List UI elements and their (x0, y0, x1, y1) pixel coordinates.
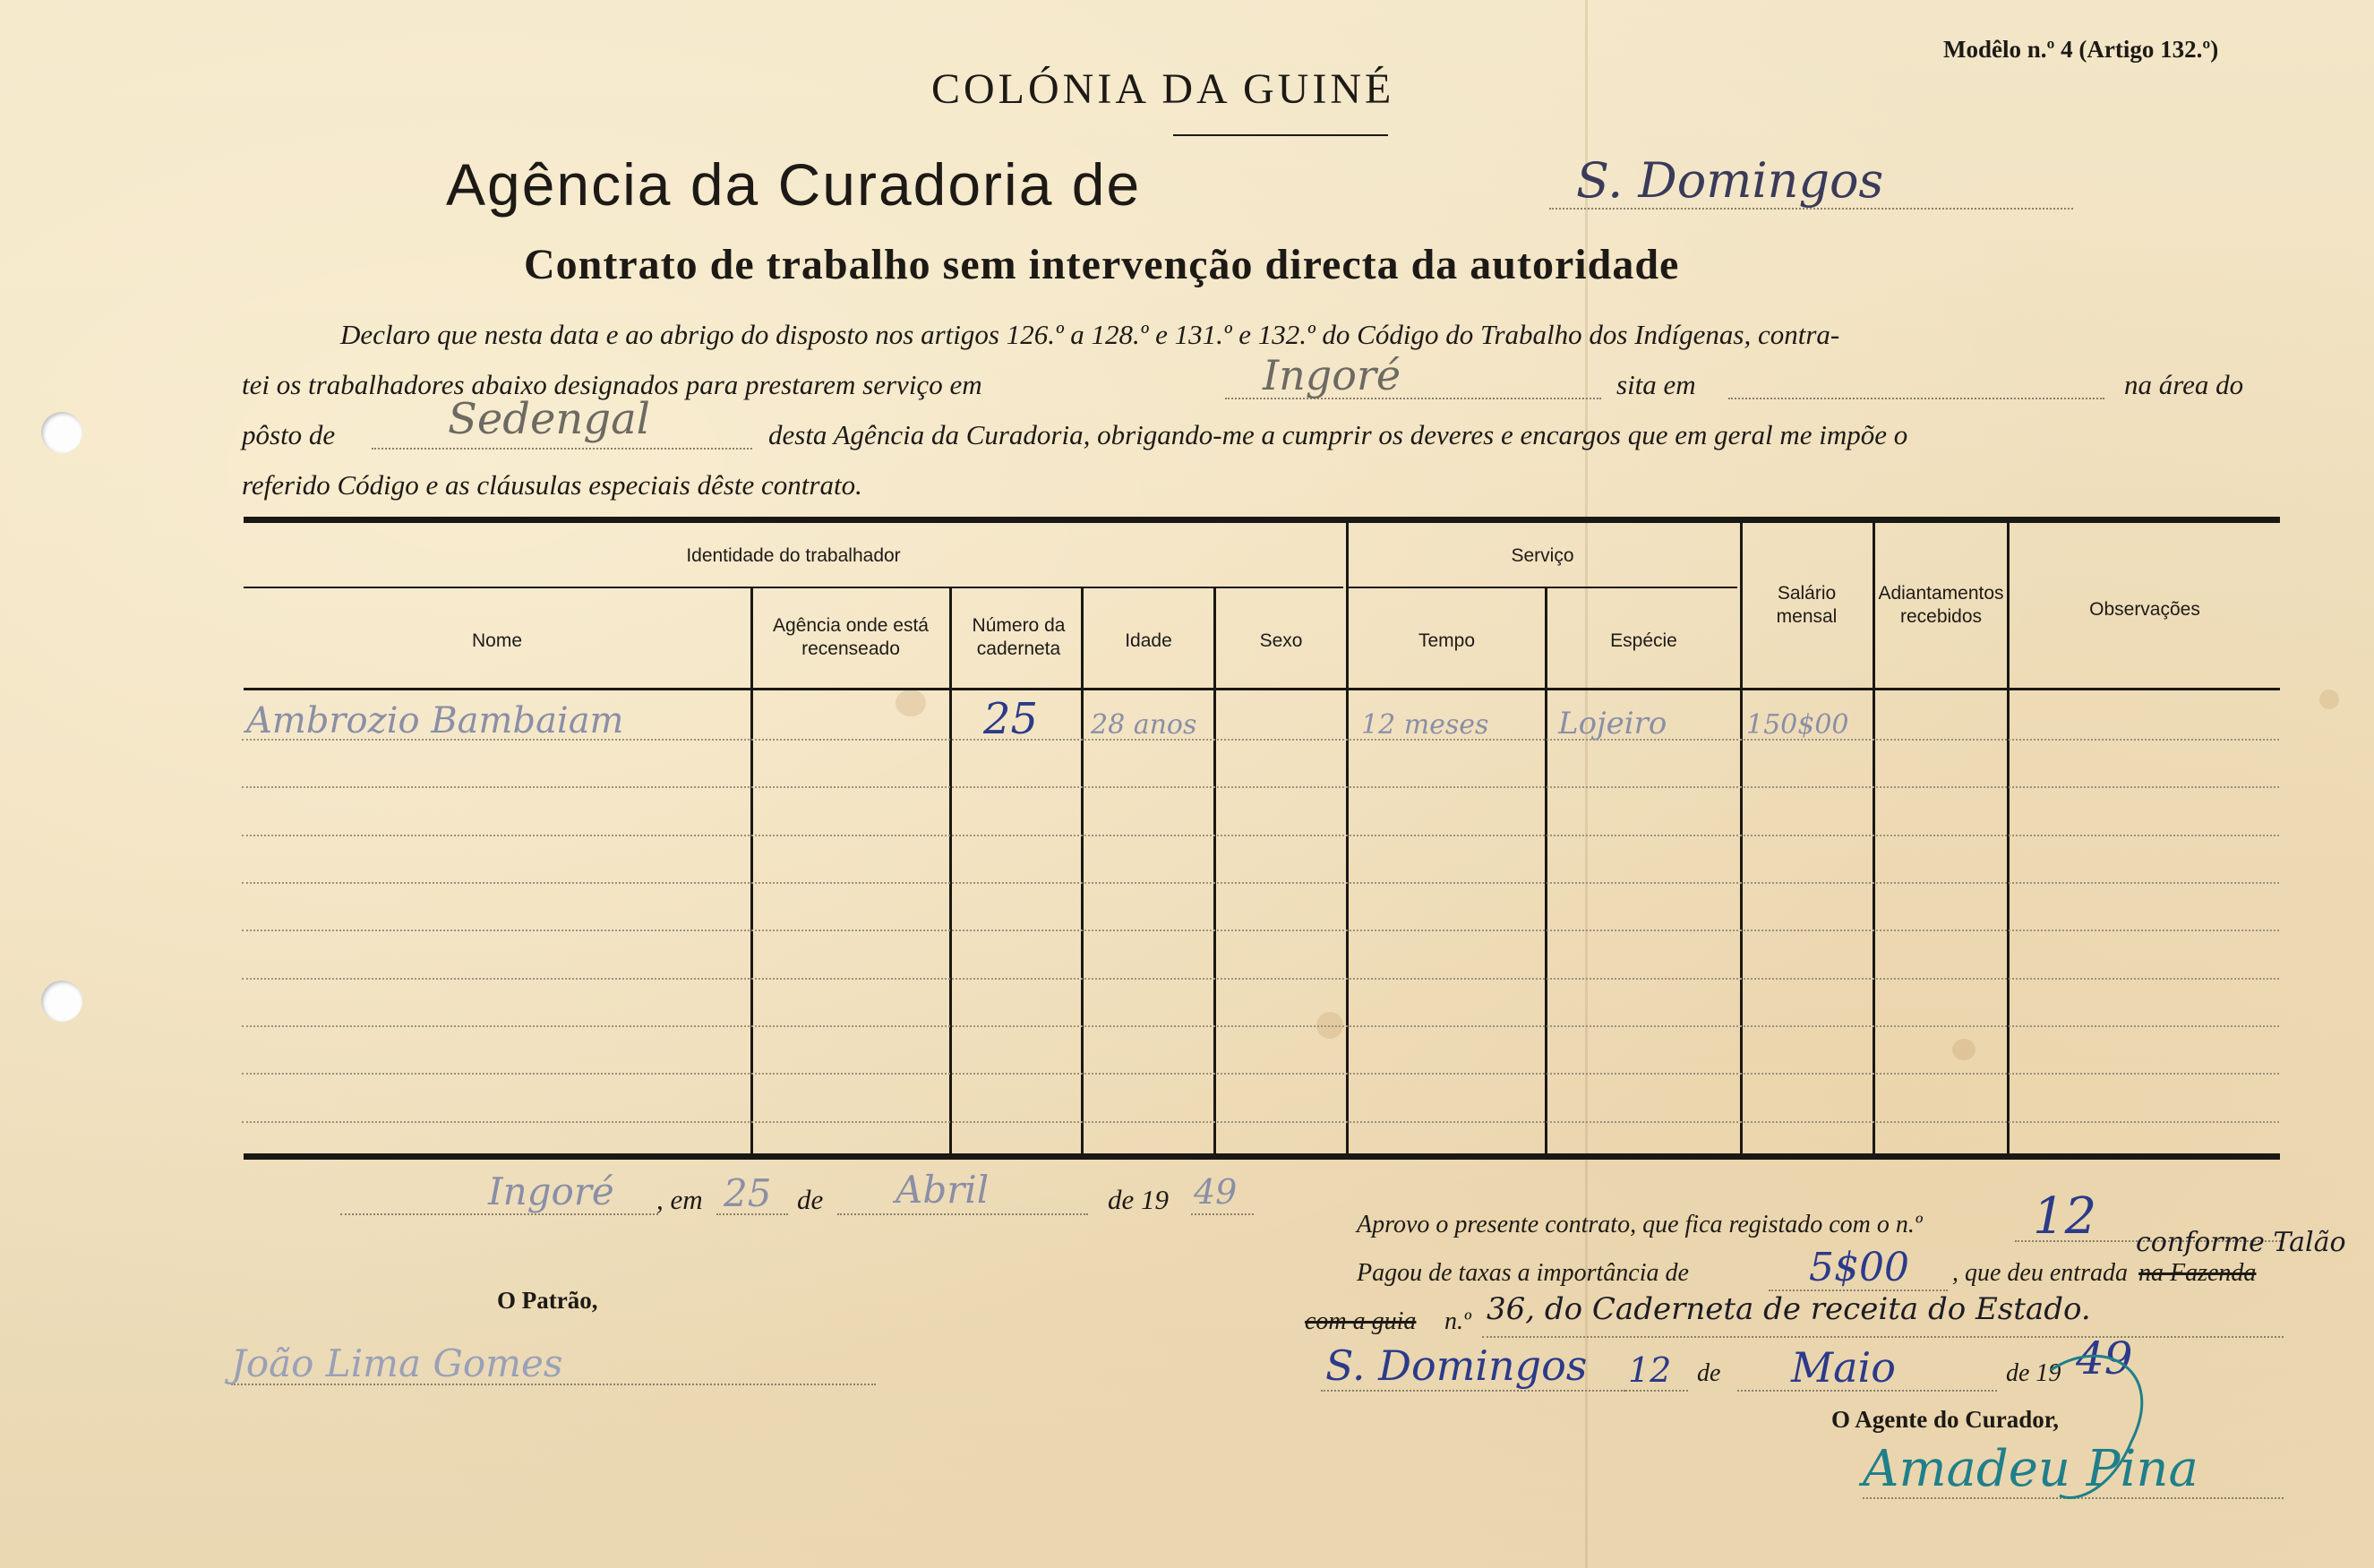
sita-em-label: sita em (1616, 369, 1696, 400)
year-handwritten: 49 (1194, 1172, 1238, 1212)
column-divider (1545, 588, 1547, 1153)
paper-stain (1952, 1039, 1975, 1060)
com-a-guia-struck: com a guia (1305, 1307, 1417, 1335)
patrao-signature: João Lima Gomes (231, 1341, 563, 1385)
table-row-line (242, 1073, 2279, 1075)
month-handwritten: Abril (896, 1168, 990, 1212)
table-row-line (242, 930, 2279, 931)
colony-title: COLÓNIA DA GUINÉ (931, 65, 1395, 113)
signature-flourish (2024, 1334, 2167, 1513)
table-row-line (242, 978, 2279, 980)
monthly-salary: 150$00 (1746, 709, 1849, 741)
header-salario: Salário mensal (1776, 583, 1838, 627)
worker-age: 28 anos (1091, 709, 1197, 741)
posto-handwritten: Sedengal (448, 394, 651, 444)
table-top-border (244, 517, 2280, 523)
header-especie: Espécie (1610, 630, 1677, 651)
service-group-rule (1348, 587, 1737, 588)
patrao-label: O Patrão, (497, 1287, 598, 1314)
table-bottom-border (244, 1153, 2280, 1160)
paper-stain (2319, 690, 2339, 709)
service-type: Lojeiro (1558, 706, 1667, 741)
header-observacoes: Observações (2089, 599, 2200, 620)
sd-de-label: de (1697, 1359, 1721, 1387)
column-divider (949, 588, 952, 1153)
model-number: Modêlo n.º 4 (Artigo 132.º) (1943, 36, 2219, 63)
sd-day-handwritten: 12 (1628, 1350, 1672, 1390)
agency-handwritten: S. Domingos (1576, 152, 1884, 209)
registration-number: 12 (2033, 1187, 2097, 1246)
pagou-text: Pagou de taxas a importância de (1357, 1259, 1689, 1287)
year-label: de 19 (1108, 1184, 1170, 1215)
header-idade: Idade (1125, 630, 1172, 651)
column-divider (1081, 588, 1084, 1153)
title-rule (1173, 134, 1388, 136)
year-line (1191, 1213, 1254, 1215)
sd-year-handwritten: 49 (2076, 1332, 2133, 1384)
agency-title: Agência da Curadoria de (446, 151, 1142, 218)
declaration-line-1: Declaro que nesta data e ao abrigo do disposto nos artigos 126.º a 128.º e 131.º e 132.º do Código do Trabalho dos Indígenas, contra- (340, 319, 1840, 350)
table-row-line (242, 786, 2279, 788)
header-numero: Número da caderneta (972, 615, 1066, 659)
header-nome: Nome (471, 630, 523, 651)
declaration-line-2: tei os trabalhadores abaixo designados para prestarem serviço em (242, 369, 982, 400)
header-bottom-rule (244, 688, 2280, 690)
header-sexo: Sexo (1259, 630, 1303, 651)
agente-signature: Amadeu Pina (1863, 1440, 2198, 1498)
de-label: de (797, 1184, 824, 1215)
column-divider (1346, 523, 1349, 1153)
na-fazenda-struck: na Fazenda (2138, 1259, 2257, 1287)
month-line (837, 1213, 1088, 1215)
header-agencia: Agência onde está recenseado (773, 615, 929, 659)
caderneta-number: 25 (983, 694, 1039, 744)
column-divider (1740, 523, 1743, 1153)
table-row-line (242, 882, 2279, 884)
agente-label: O Agente do Curador, (1831, 1406, 2060, 1433)
sd-place-handwritten: S. Domingos (1325, 1341, 1588, 1390)
place-handwritten: Ingoré (488, 1170, 614, 1213)
conforme-handwritten: conforme Talão (2136, 1227, 2346, 1258)
contract-subtitle: Contrato de trabalho sem intervenção directa da autoridade (524, 241, 1680, 288)
aprovo-text: Aprovo o presente contrato, que fica registado com o n.º (1357, 1211, 1923, 1238)
header-service: Serviço (1511, 545, 1574, 566)
table-row-line (242, 835, 2279, 836)
service-time: 12 meses (1361, 709, 1489, 741)
paper-fold (1585, 0, 1588, 1568)
posto-label: pôsto de (242, 419, 336, 450)
entrada-text: , que deu entrada (1952, 1259, 2128, 1287)
declaration-line-3: desta Agência da Curadoria, obrigando-me a cumprir os deveres e encargos que em geral me impõe o (768, 419, 1908, 450)
table-row-line (242, 1121, 2279, 1123)
posto-line (372, 448, 752, 450)
punch-hole (41, 981, 82, 1022)
na-area-label: na área do (2124, 369, 2244, 400)
guia-n-label: n.º (1444, 1307, 1471, 1335)
column-divider (1213, 588, 1216, 1153)
header-adiantamentos: Adiantamentos recebidos (1878, 583, 2004, 627)
place-line (340, 1213, 658, 1215)
header-identity: Identidade do trabalhador (686, 545, 901, 566)
punch-hole (41, 412, 82, 453)
sita-em-line (1728, 398, 2104, 399)
paper-stain (896, 690, 926, 716)
sd-year-label: de 19 (2006, 1359, 2061, 1387)
worker-name: Ambrozio Bambaiam (246, 700, 624, 741)
declaration-line-4: referido Código e as cláusulas especiais dêste contrato. (242, 469, 862, 501)
amount-handwritten: 5$00 (1809, 1245, 1909, 1290)
guia-handwritten: 36, do Caderneta de receita do Estado. (1487, 1291, 2091, 1327)
sd-day-line (1625, 1390, 1688, 1392)
day-handwritten: 25 (724, 1171, 772, 1215)
table-row-line (242, 1025, 2279, 1027)
header-tempo: Tempo (1418, 630, 1476, 651)
column-divider (750, 588, 753, 1153)
sd-place-line (1321, 1390, 1625, 1392)
sd-month-handwritten: Maio (1791, 1343, 1896, 1392)
service-place-handwritten: Ingoré (1263, 351, 1401, 399)
identity-group-rule (244, 587, 1343, 588)
em-label: , em (656, 1184, 703, 1215)
